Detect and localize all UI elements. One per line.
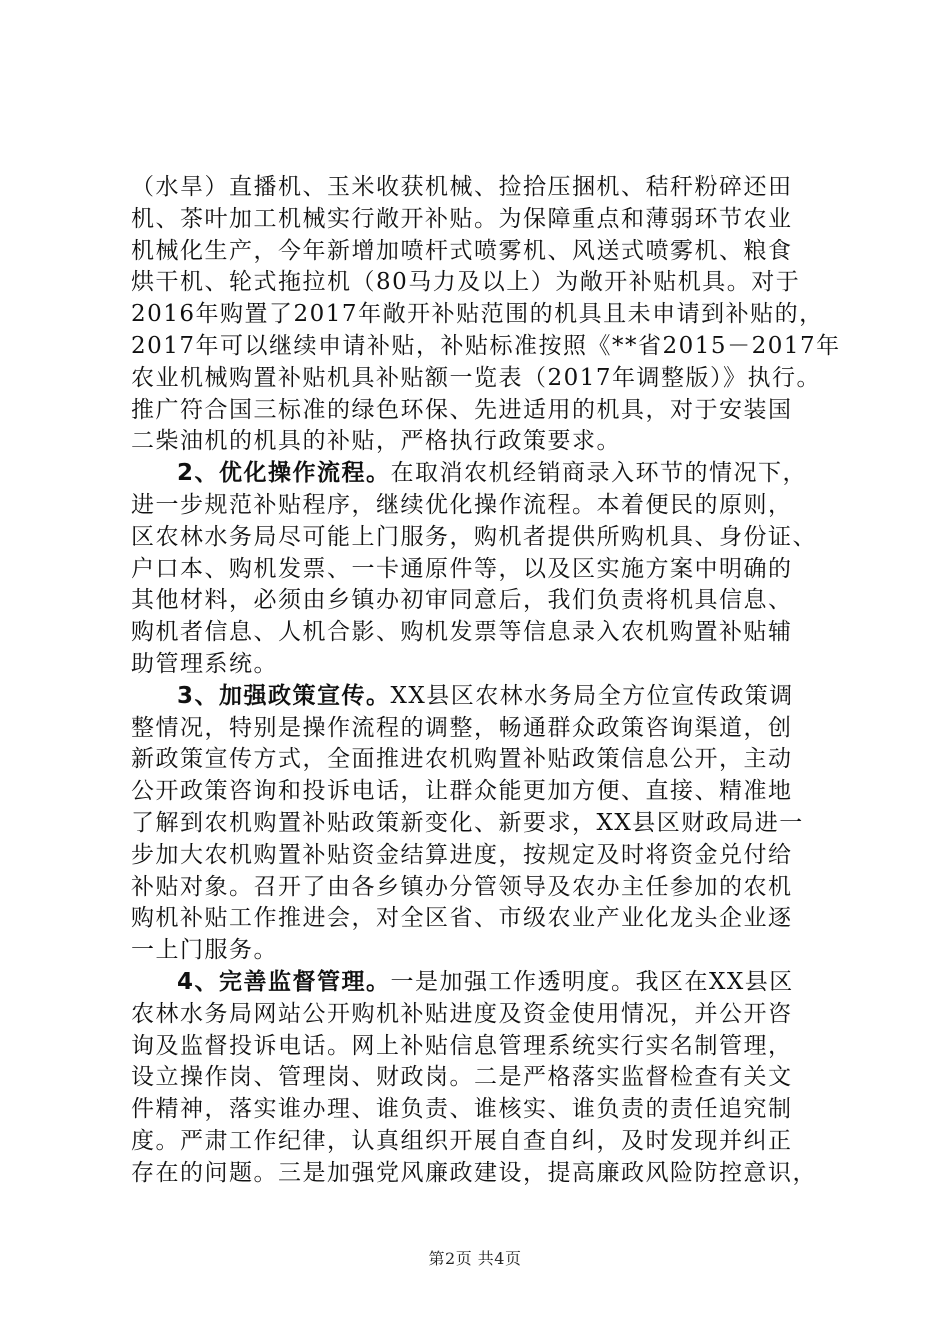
document-body [131,172,851,1190]
paragraph-heading-line [131,458,851,490]
text-line [131,1158,851,1190]
line-text: 一是加强工作透明度。我区在XX县区 [390,968,794,995]
line-text: 存在的问题。三是加强党风廉政建设，提高廉政风险防控意识， [131,1159,817,1186]
text-line [131,395,851,427]
line-text: 购机补贴工作推进会，对全区省、市级农业产业化龙头企业逐 [131,905,793,932]
text-line [131,267,851,299]
text-line [131,236,851,268]
line-text: 步加大农机购置补贴资金结算进度，按规定及时将资金兑付给 [131,841,793,868]
text-line [131,776,851,808]
line-text: 购机者信息、人机合影、购机发票等信息录入农机购置补贴辅 [131,619,793,646]
line-text: 进一步规范补贴程序，继续优化操作流程。本着便民的原则， [131,491,793,518]
line-text: 新政策宣传方式，全面推进农机购置补贴政策信息公开，主动 [131,746,793,773]
line-text: 二柴油机的机具的补贴，严格执行政策要求。 [131,428,621,455]
text-line [131,1094,851,1126]
line-text: 询及监督投诉电话。网上补贴信息管理系统实行实名制管理， [131,1032,793,1059]
line-text: 其他材料，必须由乡镇办初审同意后，我们负责将机具信息、 [131,587,793,614]
line-text: 补贴对象。召开了由各乡镇办分管领导及农办主任参加的农机 [131,873,793,900]
text-line [131,363,851,395]
line-text: 机、茶叶加工机械实行敞开补贴。为保障重点和薄弱环节农业 [131,205,793,232]
page-footer: 第2页 共4页 [428,1249,522,1268]
text-line [131,522,851,554]
text-line [131,903,851,935]
line-text: （水旱）直播机、玉米收获机械、捡拾压捆机、秸秆粉碎还田 [131,174,793,200]
text-line [131,999,851,1031]
text-line [131,490,851,522]
text-line [131,935,851,967]
text-line [131,808,851,840]
paragraph-heading-line [131,681,851,713]
text-line [131,649,851,681]
text-line [131,331,851,363]
line-text: 推广符合国三标准的绿色环保、先进适用的机具，对于安装国 [131,396,793,423]
line-text: 公开政策咨询和投诉电话，让群众能更加方便、直接、精准地 [131,778,793,805]
text-line [131,172,851,204]
text-line [131,1126,851,1158]
line-text: 农业机械购置补贴机具补贴额一览表（2017年调整版）》执行。 [131,364,822,391]
line-text: 度。严肃工作纪律，认真组织开展自查自纠，及时发现并纠正 [131,1127,793,1154]
text-line [131,713,851,745]
text-line [131,299,851,331]
text-line [131,1031,851,1063]
text-line [131,840,851,872]
text-line [131,617,851,649]
text-line [131,585,851,617]
line-text: 机械化生产，今年新增加喷杆式喷雾机、风送式喷雾机、粮食 [131,237,793,264]
text-line [131,204,851,236]
text-line [131,426,851,458]
text-line [131,872,851,904]
line-text: 助管理系统。 [131,650,278,677]
line-text: 整情况，特别是操作流程的调整，畅通群众政策咨询渠道，创 [131,714,793,741]
line-text: 设立操作岗、管理岗、财政岗。二是严格落实监督检查有关文 [131,1064,793,1091]
text-line [131,744,851,776]
line-text: 区农林水务局尽可能上门服务，购机者提供所购机具、身份证、 [131,523,817,550]
line-text: 农林水务局网站公开购机补贴进度及资金使用情况，并公开咨 [131,1000,793,1027]
paragraph-heading-line [131,967,851,999]
line-text: 件精神，落实谁办理、谁负责、谁核实、谁负责的责任追究制 [131,1096,793,1123]
text-line [131,1062,851,1094]
line-text: 2016年购置了2017年敞开补贴范围的机具且未申请到补贴的， [131,301,824,328]
section-heading: 2、优化操作流程。 [177,460,391,487]
text-line [131,554,851,586]
line-text: XX县区农林水务局全方位宣传政策调 [390,682,794,709]
line-text: 2017年可以继续申请补贴，补贴标准按照《**省2015－2017年 [131,332,841,359]
line-text: 一上门服务。 [131,937,278,964]
line-text: 了解到农机购置补贴政策新变化、新要求，XX县区财政局进一 [131,809,804,836]
line-text: 在取消农机经销商录入环节的情况下， [390,460,808,487]
line-text: 烘干机、轮式拖拉机（80马力及以上）为敞开补贴机具。对于 [131,269,801,296]
section-heading: 3、加强政策宣传。 [177,682,391,709]
line-text: 户口本、购机发票、一卡通原件等，以及区实施方案中明确的 [131,555,793,582]
section-heading: 4、完善监督管理。 [177,968,391,995]
